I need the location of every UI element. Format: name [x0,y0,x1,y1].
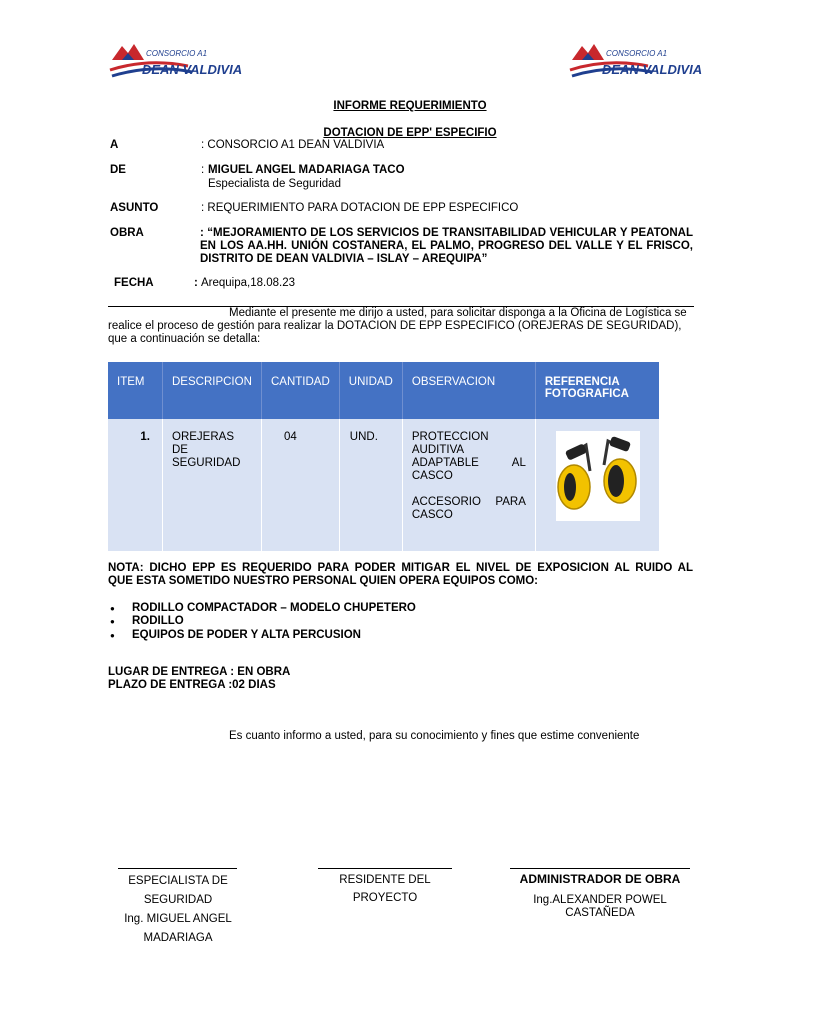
obs-line [412,457,526,470]
cell-cantidad: 04 [262,419,340,551]
cell-referencia [535,419,659,551]
from-label: DE [110,164,126,176]
obs-line [412,496,526,509]
date-colon: : [194,277,198,289]
note-line-2: QUE ESTA SOMETIDO NUESTRO PERSONAL QUIEN OPERA EQUIPOS COMO: [108,575,539,587]
requirements-table [108,362,659,551]
signature-block-resident [312,871,458,907]
signature-text: ESPECIALISTA DE [128,875,228,887]
cell-descripcion: OREJERAS DE SEGURIDAD [163,419,262,551]
cell-unidad: UND. [339,419,402,551]
signature-block-safety [108,872,248,948]
obs-line: CASCO [411,509,453,521]
document-title: INFORME REQUERIMIENTO [333,100,487,112]
signature-text: Ing. MIGUEL ANGEL [124,913,232,925]
signature-text: SEGURIDAD [143,894,213,906]
earmuffs-photo [556,431,640,521]
signature-line [318,868,452,869]
note-list-item: ● RODILLO COMPACTADOR – MODELO CHUPETERO [132,602,416,614]
table-row [108,419,659,551]
signature-text: MADARIAGA [143,932,213,944]
header-descripcion: DESCRIPCION [163,362,262,419]
table-header-row [108,362,659,419]
cell-observacion [402,419,535,551]
company-logo-right [568,36,703,88]
to-label: A [110,139,119,151]
intro-line-1: Mediante el presente me dirijo a usted, para solicitar disponga a la Oficina de Logística se [229,307,687,319]
subject-label: ASUNTO [110,202,159,214]
signature-line [510,868,690,869]
document-subtitle: DOTACION DE EPP' ESPECIFIO [323,127,497,139]
header-item: ITEM [108,362,163,419]
signature-line [118,868,237,869]
signature-block-admin [500,872,700,920]
header-observacion: OBSERVACION [402,362,535,419]
closing-text: Es cuanto informo a usted, para su conocimiento y fines que estime conveniente [229,730,640,742]
obs-line: PROTECCION [411,431,489,443]
signature-text: Ing.ALEXANDER POWEL [533,894,667,906]
obs-word: AL [511,457,526,469]
project-value: : “MEJORAMIENTO DE LOS SERVICIOS DE TRANSITABILIDAD VEHICULAR Y PEATONAL EN LOS AA.HH. UNIÓN COSTANERA, EL PALMO, PROGRESO DEL VALLE Y EL FRISCO, DISTRITO DE DEAN VALDIVIA – ISLAY – AREQUIPA” [200,227,693,265]
delivery-term: PLAZO DE ENTREGA :02 DIAS [108,679,276,691]
from-role: Especialista de Seguridad [208,178,341,190]
obs-line: AUDITIVA [411,444,465,456]
project-label: OBRA [110,227,144,239]
obs-word: ADAPTABLE [411,457,479,469]
signature-text: RESIDENTE DEL [339,874,431,886]
obs-word: PARA [495,496,526,508]
logo-text-bottom: DEAN VALDIVIA [602,62,703,77]
note-list-item: ● RODILLO [132,615,184,627]
signature-text: PROYECTO [352,892,418,904]
from-colon: : [201,164,205,176]
note-list-item: ● EQUIPOS DE PODER Y ALTA PERCUSION [132,629,361,641]
obs-line: CASCO [411,470,453,482]
header-cantidad: CANTIDAD [262,362,340,419]
signature-text: CASTAÑEDA [565,907,635,919]
header-unidad: UNIDAD [339,362,402,419]
logo-text-top: CONSORCIO A1 [146,49,208,58]
header-referencia: REFERENCIA FOTOGRAFICA [535,362,659,419]
logo-text-top: CONSORCIO A1 [606,49,668,58]
note-line-1: NOTA: DICHO EPP ES REQUERIDO PARA PODER MITIGAR EL NIVEL DE EXPOSICION AL RUIDO AL [108,562,693,574]
intro-line-3: que a continuación se detalla: [108,333,261,345]
delivery-place: LUGAR DE ENTREGA : EN OBRA [108,666,291,678]
to-value: : CONSORCIO A1 DEAN VALDIVIA [201,139,385,151]
date-label: FECHA [114,277,154,289]
subject-value: : REQUERIMIENTO PARA DOTACION DE EPP ESPECIFICO [201,202,519,214]
obs-word: ACCESORIO [411,496,481,508]
cell-item: 1. [108,419,163,551]
signature-title: ADMINISTRADOR DE OBRA [519,872,681,886]
from-name: MIGUEL ANGEL MADARIAGA TACO [208,164,405,176]
logo-text-bottom: DEAN VALDIVIA [142,62,243,77]
company-logo-left [108,36,243,88]
intro-line-2: realice el proceso de gestión para realizar la DOTACION DE EPP ESPECIFICO (OREJERAS DE SEGURIDAD), [108,320,682,332]
date-value: Arequipa,18.08.23 [201,277,295,289]
